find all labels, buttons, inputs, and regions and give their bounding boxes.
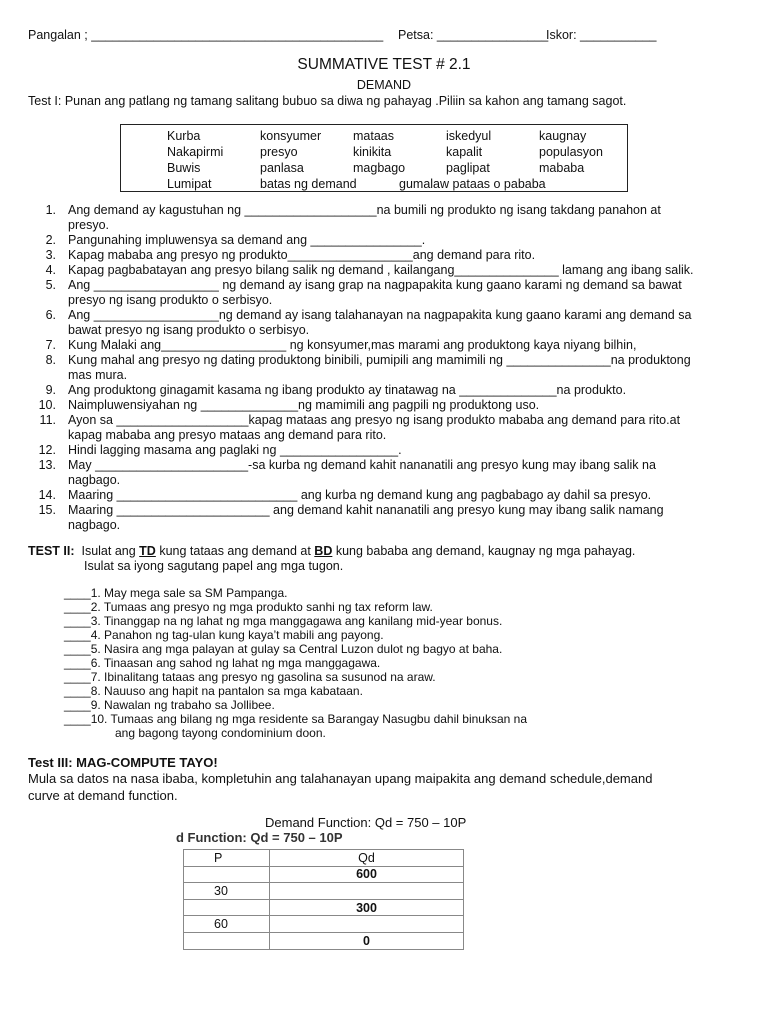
question-number: 9. <box>45 383 56 397</box>
test2-item: ____2. Tumaas ang presyo ng mga produkto sanhi ng tax reform law. <box>64 600 433 614</box>
table-row <box>184 916 464 933</box>
cropped-function-text: d Function: Qd = 750 – 10P <box>176 830 343 845</box>
table-row <box>184 932 464 949</box>
word-bank-item: Nakapirmi <box>167 145 224 159</box>
question-text: Ang produktong ginagamit kasama ng ibang produkto ay tinatawag na ______________na produkto. <box>68 383 627 397</box>
table-header-row <box>184 850 464 867</box>
word-bank-item: magbago <box>353 161 406 175</box>
word-bank-item: Kurba <box>167 129 201 143</box>
question-number: 7. <box>45 338 56 352</box>
word-bank-item: iskedyul <box>446 129 492 143</box>
test2-item: ____7. Ibinalitang tataas ang presyo ng gasolina sa susunod na araw. <box>64 670 436 684</box>
question-number: 10. <box>38 398 56 412</box>
question-number: 11. <box>39 413 56 427</box>
table-cell[interactable] <box>184 932 270 949</box>
page-subtitle: DEMAND <box>356 78 412 92</box>
test2-instr-part: kung bababa ang demand, kaugnay ng mga pahayag. <box>332 544 636 558</box>
table-cell[interactable]: 600 <box>270 866 464 883</box>
question-text: Ang __________________ ng demand ay isang grap na nagpapakita kung gaano karami ng demand sa bawat <box>68 278 682 292</box>
word-bank-item: batas ng demand <box>260 177 357 191</box>
test2-item: ____8. Nauuso ang hapit na pantalon sa mga kabataan. <box>64 684 363 698</box>
question-text: Maaring ______________________ ang demand kahit nananatili ang presyo kung may ibang salik namang <box>68 503 664 517</box>
score-field-label: Iskor: ___________ <box>546 28 657 42</box>
word-bank-item: presyo <box>260 145 298 159</box>
header-cell-p: P <box>184 850 270 867</box>
question-text: Ayon sa ___________________kapag mataas ang presyo ng isang produkto mababa ang demand para rito.at <box>68 413 681 427</box>
table-row <box>184 899 464 916</box>
question-number: 13. <box>38 458 56 472</box>
question-text: Pangunahing impluwensya sa demand ang ________________. <box>68 233 426 247</box>
question-number: 8. <box>45 353 56 367</box>
word-bank-item: kaugnay <box>539 129 587 143</box>
question-text: Kapag pagbabatayan ang presyo bilang salik ng demand , kailangang_______________ lamang ang ibang salik. <box>68 263 694 277</box>
word-bank-item: Lumipat <box>167 177 212 191</box>
question-text: Kung mahal ang presyo ng dating produktong binibili, pumipili ang mamimili ng _______________na produktong <box>68 353 691 367</box>
question-text: nagbago. <box>68 473 121 487</box>
question-number: 3. <box>45 248 56 262</box>
test2-item: ____10. Tumaas ang bilang ng mga residente sa Barangay Nasugbu dahil binuksan na <box>64 712 527 726</box>
table-cell[interactable] <box>270 916 464 933</box>
question-text: mas mura. <box>68 368 128 382</box>
test2-item: ____6. Tinaasan ang sahod ng lahat ng mga manggagawa. <box>64 656 381 670</box>
question-text: presyo ng isang produkto o serbisyo. <box>68 293 273 307</box>
test2-item: ____1. May mega sale sa SM Pampanga. <box>64 586 288 600</box>
question-number: 2. <box>45 233 56 247</box>
question-number: 4. <box>45 263 56 277</box>
table-row <box>184 883 464 900</box>
word-bank-item: panlasa <box>260 161 304 175</box>
test3-instruction-line1: Mula sa datos na nasa ibaba, kompletuhin ang talahanayan upang maipakita ang demand schedule,demand <box>28 771 653 786</box>
question-text: nagbago. <box>68 518 121 532</box>
question-text: Maaring __________________________ ang kurba ng demand kung ang pagbabago ay dahil sa presyo. <box>68 488 652 502</box>
question-number: 5. <box>45 278 56 292</box>
word-bank-item: konsyumer <box>260 129 322 143</box>
question-text: Kapag mababa ang presyo ng produkto__________________ang demand para rito. <box>68 248 536 262</box>
test2-instruction <box>28 544 635 558</box>
bd-code: BD <box>314 544 333 558</box>
question-text: Ang demand ay kagustuhan ng ___________________na bumili ng produkto ng isang takdang panahon at <box>68 203 661 217</box>
question-text: Kung Malaki ang__________________ ng konsyumer,mas marami ang produktong kaya niyang bilhin, <box>68 338 637 352</box>
word-bank-item: mataas <box>353 129 394 143</box>
table-cell[interactable] <box>184 866 270 883</box>
question-number: 14. <box>38 488 56 502</box>
test2-item: ____5. Nasira ang mga palayan at gulay sa Central Luzon dulot ng bagyo at baha. <box>64 642 503 656</box>
test3-title: Test III: MAG-COMPUTE TAYO! <box>28 755 218 770</box>
table-cell[interactable] <box>270 883 464 900</box>
word-bank-box <box>120 124 628 192</box>
word-bank-item: populasyon <box>539 145 603 159</box>
table-cell[interactable]: 60 <box>184 916 270 933</box>
page-title: SUMMATIVE TEST # 2.1 <box>297 56 471 73</box>
word-bank-item: kapalit <box>446 145 483 159</box>
header-cell-qd: Qd <box>270 850 464 867</box>
td-code: TD <box>139 544 156 558</box>
test2-instr-part: kung tataas ang demand at <box>155 544 315 558</box>
question-text: May ______________________-sa kurba ng demand kahit nananatili ang presyo kung may ibang salik na <box>68 458 656 472</box>
word-bank-item: paglipat <box>446 161 490 175</box>
table-cell[interactable]: 30 <box>184 883 270 900</box>
table-row <box>184 866 464 883</box>
demand-schedule-table <box>183 849 464 950</box>
demand-function: Demand Function: Qd = 750 – 10P <box>265 815 467 830</box>
test2-instruction-line2: Isulat sa iyong sagutang papel ang mga tugon. <box>84 559 344 573</box>
question-text: Naimpluwensiyahan ng ______________ng mamimili ang pagpili ng produktong uso. <box>68 398 540 412</box>
question-text: bawat presyo ng isang produkto o serbisyo. <box>68 323 310 337</box>
test2-label: TEST II: <box>28 544 75 558</box>
test1-instruction: Test I: Punan ang patlang ng tamang salitang bubuo sa diwa ng pahayag .Piliin sa kahon ang tamang sagot. <box>28 94 627 108</box>
question-number: 12. <box>38 443 56 457</box>
question-number: 15. <box>38 503 56 517</box>
question-text: presyo. <box>68 218 109 232</box>
name-field-label: Pangalan ; __________________________________________ <box>28 28 384 42</box>
question-text: Hindi lagging masama ang paglaki ng _________________. <box>68 443 402 457</box>
question-number: 6. <box>45 308 56 322</box>
table-cell[interactable] <box>184 899 270 916</box>
table-cell[interactable]: 0 <box>270 932 464 949</box>
test2-item: ____3. Tinanggap na ng lahat ng mga manggagawa ang kanilang mid-year bonus. <box>64 614 503 628</box>
table-cell[interactable]: 300 <box>270 899 464 916</box>
test2-item: ____4. Panahon ng tag-ulan kung kaya’t mabili ang payong. <box>64 628 384 642</box>
question-number: 1. <box>45 203 56 217</box>
test2-item-continuation: ang bagong tayong condominium doon. <box>115 726 326 740</box>
question-text: Ang __________________ng demand ay isang talahanayan na nagpapakita kung gaano karami ang demand sa <box>68 308 692 322</box>
question-text: kapag mababa ang presyo mataas ang demand para rito. <box>68 428 387 442</box>
test3-instruction-line2: curve at demand function. <box>28 788 178 803</box>
word-bank-item: Buwis <box>167 161 201 175</box>
word-bank-item: kinikita <box>353 145 392 159</box>
test2-item: ____9. Nawalan ng trabaho sa Jollibee. <box>64 698 275 712</box>
test2-instr-part: Isulat ang <box>81 544 140 558</box>
word-bank-item: gumalaw pataas o pababa <box>399 177 546 191</box>
word-bank-item: mababa <box>539 161 585 175</box>
cropped-function-caption <box>176 830 376 846</box>
date-field-label: Petsa: ________________ <box>398 28 549 42</box>
